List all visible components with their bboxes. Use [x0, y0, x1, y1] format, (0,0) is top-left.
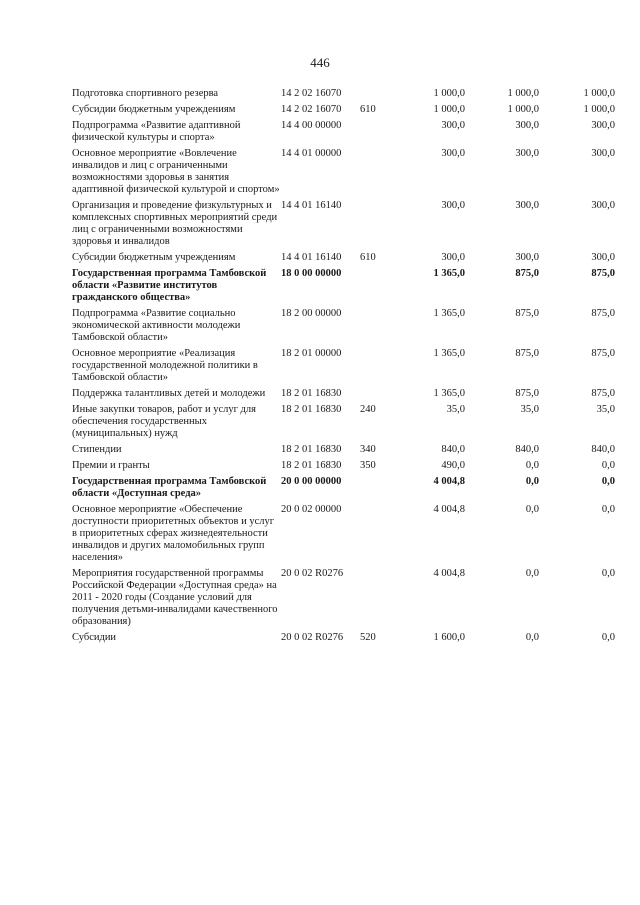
row-name: Премии и гранты: [72, 460, 150, 471]
row-code: 18 2 01 16830: [281, 444, 342, 455]
row-value-2: 0,0: [525, 632, 539, 643]
row-expense-type: [360, 268, 388, 308]
row-name: Основное мероприятие «Реализация государственной молодежной политики в Тамбовской области»: [72, 348, 258, 383]
row-expense-type: 610: [360, 252, 376, 263]
row-value-1: 4 004,8: [433, 568, 465, 579]
row-value-2: 300,0: [515, 200, 539, 211]
row-value-3: 300,0: [591, 148, 615, 159]
row-name: Государственная программа Тамбовской области «Развитие институтов гражданского общества»: [72, 268, 267, 303]
row-value-1: 1 000,0: [433, 88, 465, 99]
row-value-2: 840,0: [515, 444, 539, 455]
row-expense-type: [360, 148, 388, 200]
row-code: 20 0 00 00000: [281, 476, 342, 487]
row-name: Организация и проведение физкультурных и комплексных спортивных мероприятий среди лиц с ограниченными возможностями здоровья и инвалидов: [72, 200, 278, 247]
row-name: Мероприятия государственной программы Российской Федерации «Доступная среда» на 2011 - 2020 годы (Создание условий для получения детьми-инвалидами качественного образования): [72, 568, 278, 627]
row-name: Поддержка талантливых детей и молодежи: [72, 388, 266, 399]
row-value-3: 1 000,0: [583, 88, 615, 99]
row-code: 18 2 00 00000: [281, 308, 342, 319]
row-value-2: 0,0: [525, 460, 539, 471]
row-value-3: 875,0: [591, 308, 615, 319]
table-row: [72, 348, 615, 388]
budget-table: [72, 88, 615, 648]
row-name: Подпрограмма «Развитие социально экономической активности молодежи Тамбовской области»: [72, 308, 241, 343]
row-expense-type: [360, 120, 388, 148]
row-name: Основное мероприятие «Вовлечение инвалидов и лиц с ограниченными возможностями здоровья в занятия адаптивной физической культурой и спортом»: [72, 148, 280, 195]
row-value-1: 35,0: [446, 404, 465, 415]
table-row-program: [72, 476, 615, 504]
row-value-3: 1 000,0: [583, 104, 615, 115]
row-code: 18 0 00 00000: [281, 268, 342, 279]
row-code: 14 4 01 00000: [281, 148, 342, 159]
row-expense-type: [360, 348, 388, 388]
row-value-1: 1 000,0: [433, 104, 465, 115]
page-number: 446: [310, 55, 330, 70]
row-value-1: 1 365,0: [433, 268, 465, 279]
row-expense-type: [360, 504, 388, 568]
row-value-2: 1 000,0: [507, 88, 539, 99]
row-expense-type: [360, 568, 388, 632]
row-expense-type: 340: [360, 444, 376, 455]
row-value-2: 875,0: [515, 388, 539, 399]
table-body: [72, 88, 615, 648]
table-row: [72, 504, 615, 568]
row-value-3: 300,0: [591, 252, 615, 263]
row-value-2: 0,0: [525, 504, 539, 515]
row-code: 20 0 02 R0276: [281, 568, 344, 579]
row-name: Субсидии: [72, 632, 117, 643]
table-row: [72, 120, 615, 148]
row-expense-type: 240: [360, 404, 376, 415]
table-row: [72, 632, 615, 648]
row-value-3: 0,0: [601, 568, 615, 579]
row-name: Стипендии: [72, 444, 122, 455]
row-name: Субсидии бюджетным учреждениям: [72, 252, 236, 263]
row-value-3: 0,0: [601, 632, 615, 643]
row-expense-type: [360, 308, 388, 348]
table-row: [72, 200, 615, 252]
row-value-1: 4 004,8: [433, 504, 465, 515]
row-value-2: 0,0: [525, 568, 539, 579]
row-code: 20 0 02 R0276: [281, 632, 344, 643]
row-code: 18 2 01 16830: [281, 460, 342, 471]
row-code: 14 2 02 16070: [281, 104, 342, 115]
row-value-3: 0,0: [601, 504, 615, 515]
table-row: [72, 308, 615, 348]
row-value-1: 1 365,0: [433, 308, 465, 319]
table-row: [72, 460, 615, 476]
row-value-1: 300,0: [441, 148, 465, 159]
row-expense-type: 350: [360, 460, 376, 471]
row-value-2: 300,0: [515, 120, 539, 131]
table-row: [72, 404, 615, 444]
row-code: 14 4 01 16140: [281, 200, 342, 211]
row-value-1: 1 365,0: [433, 348, 465, 359]
row-value-3: 35,0: [596, 404, 615, 415]
row-name: Подготовка спортивного резерва: [72, 88, 219, 99]
table-row: [72, 388, 615, 404]
row-expense-type: [360, 388, 388, 404]
table-row-program: [72, 268, 615, 308]
row-value-2: 300,0: [515, 148, 539, 159]
row-value-2: 1 000,0: [507, 104, 539, 115]
row-expense-type: [360, 88, 388, 104]
row-value-3: 300,0: [591, 200, 615, 211]
row-value-2: 875,0: [515, 268, 539, 279]
row-value-2: 0,0: [525, 476, 539, 487]
row-name: Субсидии бюджетным учреждениям: [72, 104, 236, 115]
table-row: [72, 104, 615, 120]
row-value-1: 1 600,0: [433, 632, 465, 643]
row-value-3: 875,0: [591, 388, 615, 399]
row-code: 14 2 02 16070: [281, 88, 342, 99]
row-value-3: 875,0: [591, 268, 615, 279]
row-name: Основное мероприятие «Обеспечение доступности приоритетных объектов и услуг в приоритетных сферах жизнедеятельности инвалидов и других маломобильных групп населения»: [72, 504, 275, 563]
table-row: [72, 88, 615, 104]
row-name: Государственная программа Тамбовской области «Доступная среда»: [72, 476, 267, 499]
row-expense-type: 610: [360, 104, 376, 115]
row-code: 14 4 01 16140: [281, 252, 342, 263]
row-value-2: 35,0: [520, 404, 539, 415]
row-value-1: 300,0: [441, 252, 465, 263]
row-value-3: 0,0: [601, 460, 615, 471]
row-expense-type: 520: [360, 632, 376, 643]
row-code: 18 2 01 16830: [281, 404, 342, 415]
row-value-3: 875,0: [591, 348, 615, 359]
row-value-2: 875,0: [515, 308, 539, 319]
row-name: Подпрограмма «Развитие адаптивной физической культуры и спорта»: [72, 120, 241, 143]
row-value-2: 875,0: [515, 348, 539, 359]
table-row: [72, 568, 615, 632]
row-value-3: 840,0: [591, 444, 615, 455]
row-value-2: 300,0: [515, 252, 539, 263]
row-value-1: 4 004,8: [433, 476, 465, 487]
row-value-1: 840,0: [441, 444, 465, 455]
row-value-1: 300,0: [441, 200, 465, 211]
row-code: 20 0 02 00000: [281, 504, 342, 515]
row-code: 18 2 01 16830: [281, 388, 342, 399]
row-code: 18 2 01 00000: [281, 348, 342, 359]
row-value-3: 300,0: [591, 120, 615, 131]
row-value-1: 300,0: [441, 120, 465, 131]
table-row: [72, 252, 615, 268]
row-value-1: 1 365,0: [433, 388, 465, 399]
row-code: 14 4 00 00000: [281, 120, 342, 131]
row-name: Иные закупки товаров, работ и услуг для обеспечения государственных (муниципальных) нужд: [72, 404, 256, 439]
table-row: [72, 148, 615, 200]
row-value-1: 490,0: [441, 460, 465, 471]
row-value-3: 0,0: [601, 476, 615, 487]
row-expense-type: [360, 476, 388, 504]
row-expense-type: [360, 200, 388, 252]
table-row: [72, 444, 615, 460]
